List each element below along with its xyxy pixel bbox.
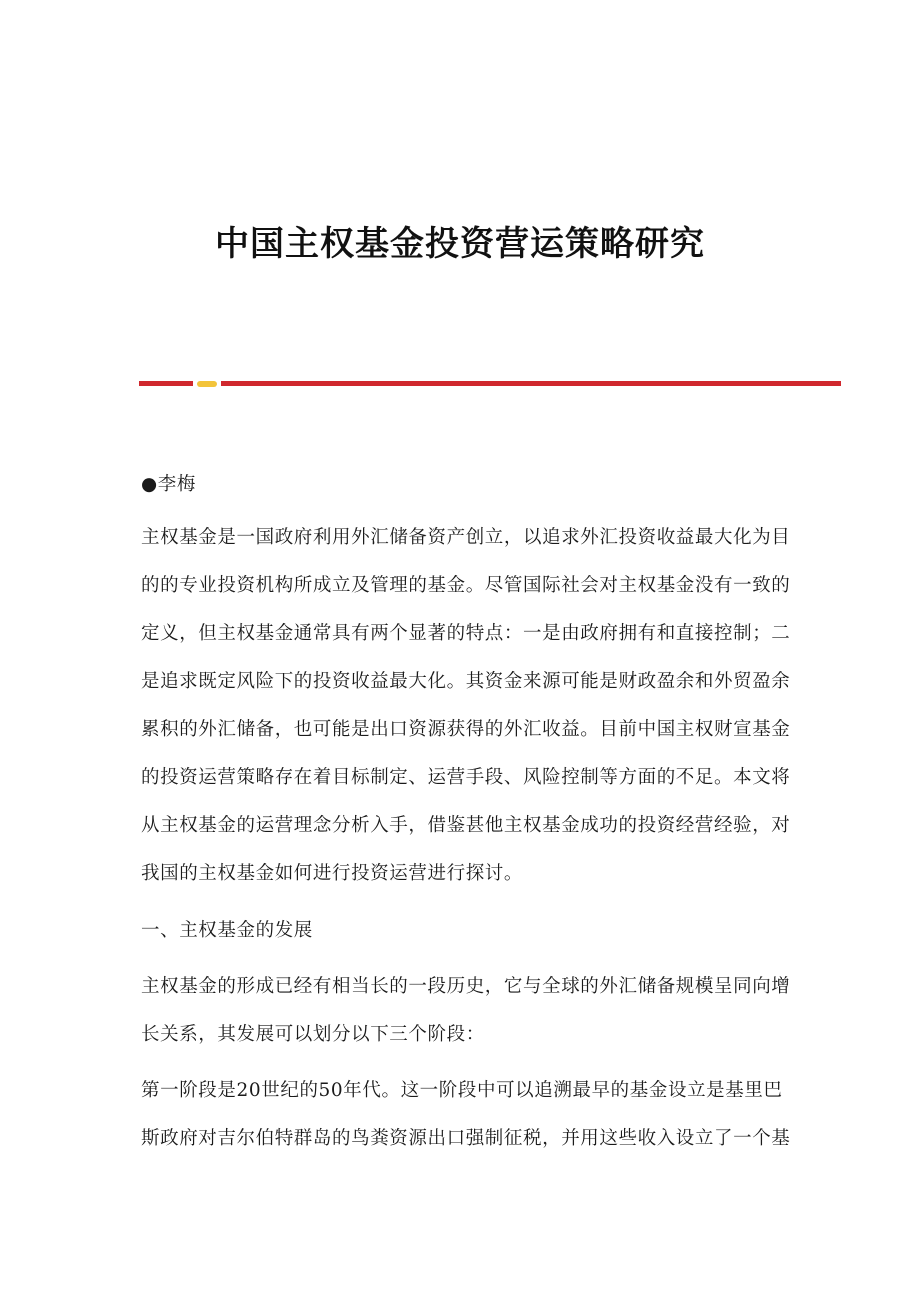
paragraph-line: 是追求既定风险下的投资收益最大化。其资金来源可能是财政盈余和外贸盈余 xyxy=(141,671,791,692)
section-heading: 一、主权基金的发展 xyxy=(141,920,313,941)
paragraph-line: 的的专业投资机构所成立及管理的基金。尽管国际社会对主权基金没有一致的 xyxy=(141,575,791,596)
paragraph-line: 的投资运营策略存在着目标制定、运营手段、风险控制等方面的不足。本文将 xyxy=(141,767,791,788)
title-divider-left xyxy=(139,381,193,386)
paragraph-line: 长关系，其发展可以划分以下三个阶段： xyxy=(141,1024,485,1045)
paragraph-line: 我国的主权基金如何进行投资运营进行探讨。 xyxy=(141,863,524,884)
paragraph-line: 第一阶段是20世纪的50年代。这一阶段中可以追溯最早的基金设立是基里巴 xyxy=(141,1080,783,1101)
paragraph-line: 主权基金的形成已经有相当长的一段历史，它与全球的外汇储备规模呈同向增 xyxy=(141,976,791,997)
paragraph-line: 从主权基金的运营理念分析入手，借鉴甚他主权基金成功的投资经营经验，对 xyxy=(141,815,791,836)
paragraph-line: 累积的外汇储备，也可能是出口资源获得的外汇收益。目前中国主权财宣基金 xyxy=(141,719,791,740)
paragraph-line: 斯政府对吉尔伯特群岛的鸟粪资源出口强制征税，并用这些收入设立了一个基 xyxy=(141,1128,791,1149)
paragraph-line: 定义，但主权基金通常具有两个显著的特点：一是由政府拥有和直接控制；二 xyxy=(141,623,791,644)
divider-ornament xyxy=(197,381,217,387)
document-title: 中国主权基金投资营运策略研究 xyxy=(215,224,705,264)
title-divider-right xyxy=(221,381,841,386)
author: ●李梅 xyxy=(141,474,196,495)
paragraph-line: 主权基金是一国政府利用外汇储备资产创立，以追求外汇投资收益最大化为目 xyxy=(141,527,791,548)
